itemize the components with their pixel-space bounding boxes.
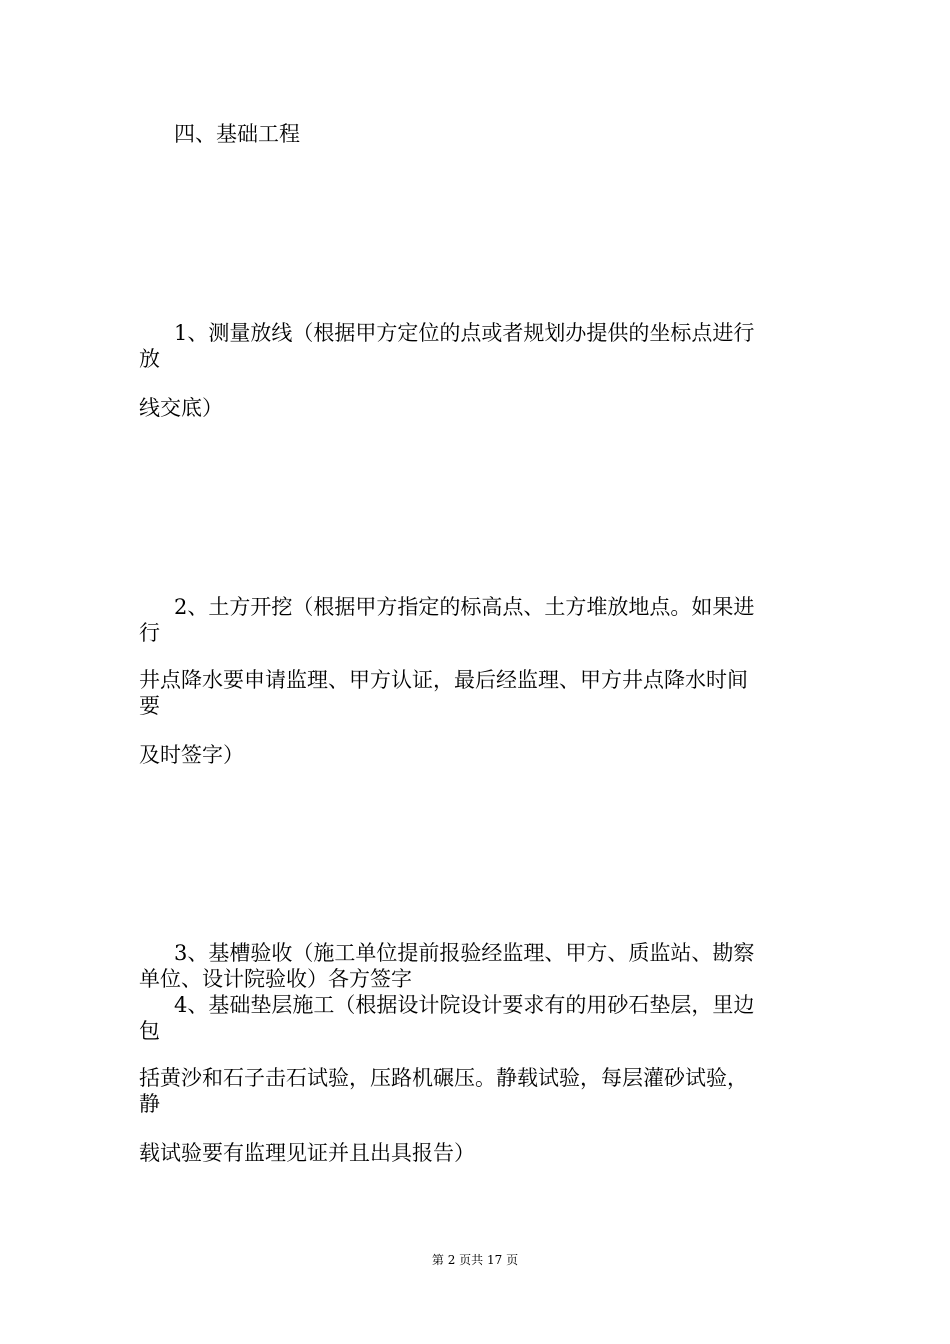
item-1-line-3: 线交底） [139, 396, 223, 420]
page-footer: 第 2 页共 17 页 [431, 1253, 519, 1267]
item-3-line-2: 单位、设计院验收）各方签字 [139, 967, 412, 991]
item-1-line-1: 1、测量放线（根据甲方定位的点或者规划办提供的坐标点进行 [174, 321, 755, 345]
item-1-line-2: 放 [139, 347, 160, 371]
section-title: 四、基础工程 [174, 122, 300, 146]
item-2-line-5: 及时签字） [139, 743, 244, 767]
item-4-line-3: 括黄沙和石子击石试验，压路机碾压。静载试验，每层灌砂试验， [139, 1066, 748, 1090]
item-3-line-1: 3、基槽验收（施工单位提前报验经监理、甲方、质监站、勘察 [174, 941, 755, 965]
item-4-line-5: 载试验要有监理见证并且出具报告） [139, 1141, 475, 1165]
item-4-line-4: 静 [139, 1092, 160, 1116]
item-2-line-3: 井点降水要申请监理、甲方认证，最后经监理、甲方井点降水时间 [139, 668, 748, 692]
item-4-line-2: 包 [139, 1019, 160, 1043]
item-2-line-2: 行 [139, 621, 160, 645]
item-2-line-1: 2、土方开挖（根据甲方指定的标高点、土方堆放地点。如果进 [174, 595, 755, 619]
item-4-line-1: 4、基础垫层施工（根据设计院设计要求有的用砂石垫层，里边 [174, 993, 755, 1017]
item-2-line-4: 要 [139, 694, 160, 718]
